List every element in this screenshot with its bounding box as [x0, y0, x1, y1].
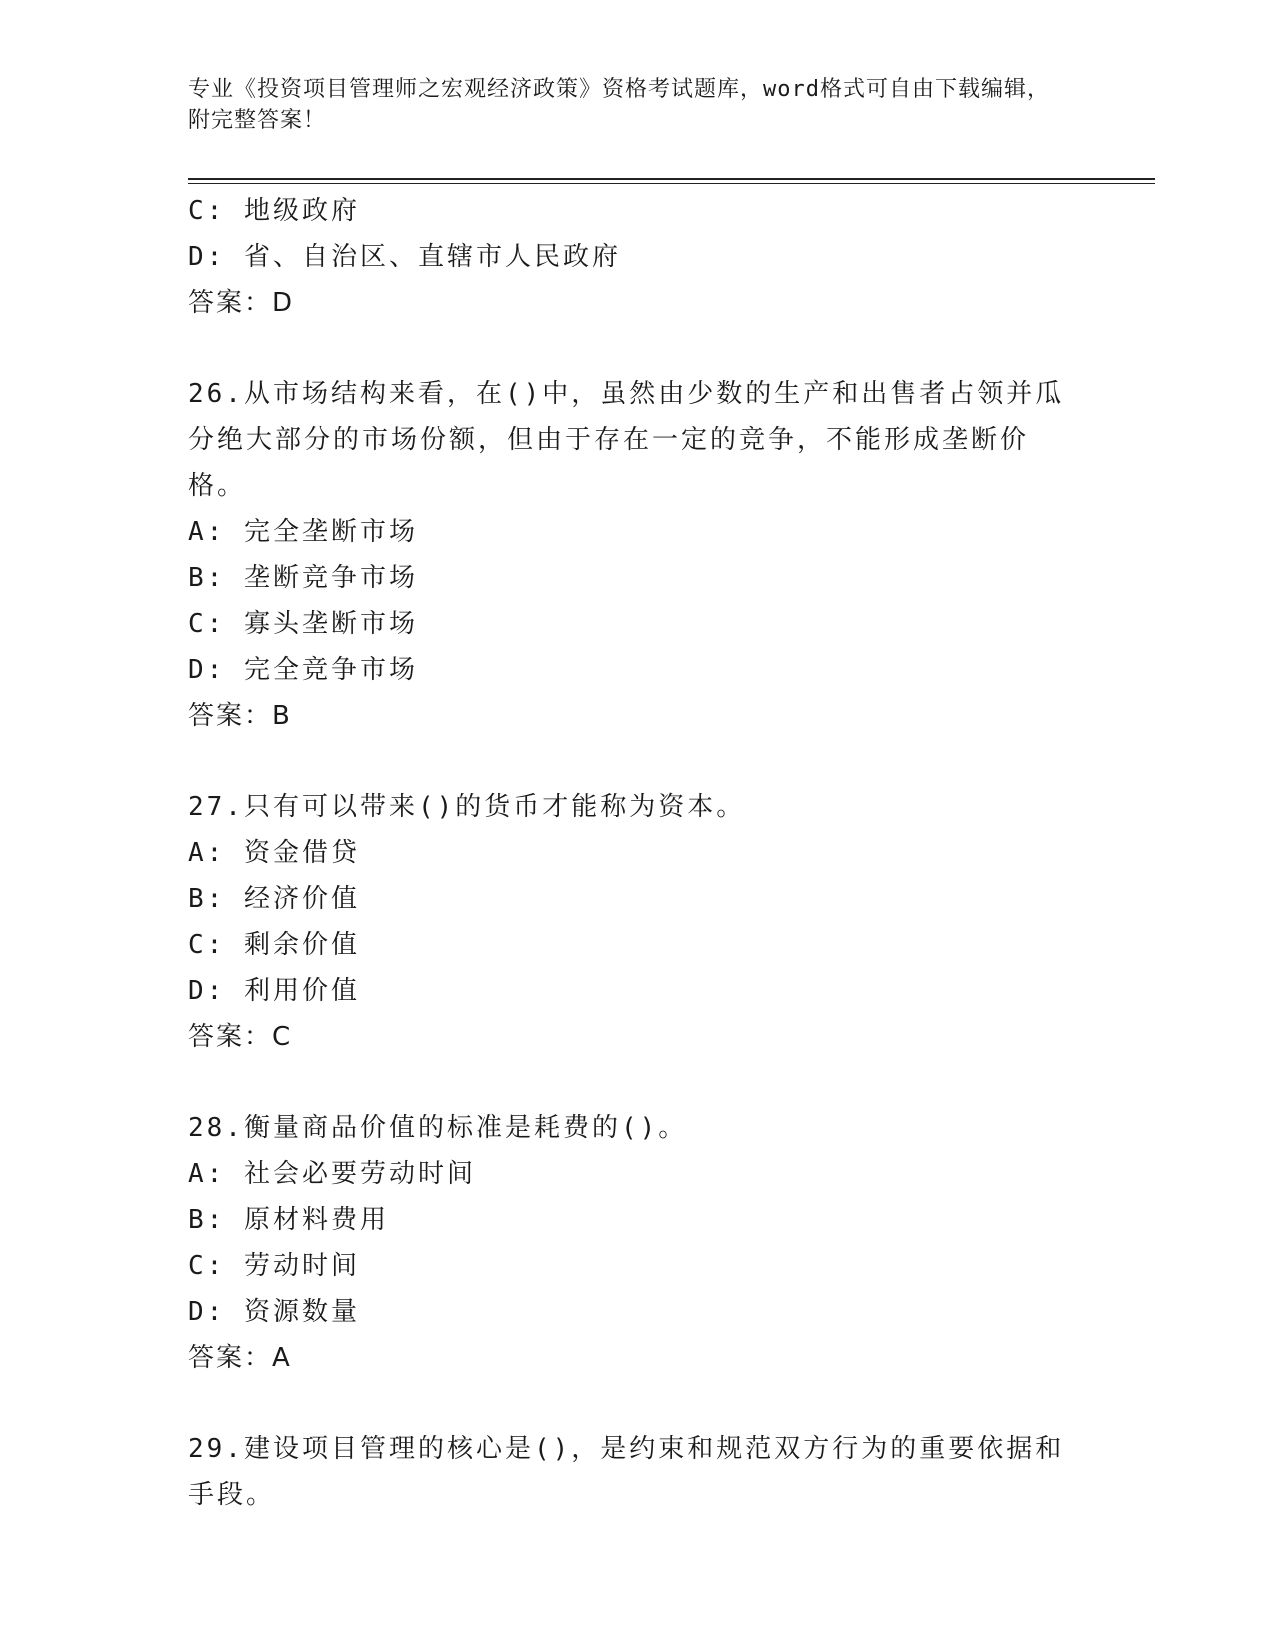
question-list	[188, 188, 1088, 1518]
option-c: C: 劳动时间	[188, 1251, 360, 1281]
option-b: B: 经济价值	[188, 884, 360, 914]
question-29	[188, 1426, 1088, 1518]
option-c: C: 剩余价值	[188, 930, 360, 960]
option-b: B: 垄断竞争市场	[188, 563, 418, 593]
answer-line: 答案：A	[188, 1343, 292, 1373]
question-stem: 29.建设项目管理的核心是()，是约束和规范双方行为的重要依据和手段。	[188, 1434, 1065, 1510]
option-a: A: 资金借贷	[188, 838, 360, 868]
question-28	[188, 1105, 1088, 1381]
answer-line: 答案：B	[188, 701, 292, 731]
question-stem: 28.衡量商品价值的标准是耗费的()。	[188, 1113, 688, 1143]
option-d: D: 完全竞争市场	[188, 655, 418, 685]
header-divider-thick	[188, 178, 1155, 180]
option-d: D: 利用价值	[188, 976, 360, 1006]
option-b: B: 原材料费用	[188, 1205, 389, 1235]
option-c: C: 寡头垄断市场	[188, 609, 418, 639]
question-26	[188, 371, 1088, 739]
answer-line: 答案：D	[188, 288, 295, 318]
option-a: A: 完全垄断市场	[188, 517, 418, 547]
option-d: D: 资源数量	[188, 1297, 360, 1327]
header-divider-thin	[188, 183, 1155, 184]
question-27	[188, 784, 1088, 1060]
option-a: A: 社会必要劳动时间	[188, 1159, 476, 1189]
option-c: C: 地级政府	[188, 196, 360, 226]
question-25-tail	[188, 188, 1088, 326]
option-d: D: 省、自治区、直辖市人民政府	[188, 242, 621, 272]
document-header: 专业《投资项目管理师之宏观经济政策》资格考试题库，word格式可自由下载编辑，附完整答案！	[188, 77, 1050, 133]
question-stem: 27.只有可以带来()的货币才能称为资本。	[188, 792, 746, 822]
question-stem: 26.从市场结构来看，在()中，虽然由少数的生产和出售者占领并瓜分绝大部分的市场份额，但由于存在一定的竞争，不能形成垄断价格。	[188, 379, 1065, 501]
answer-line: 答案：C	[188, 1022, 293, 1052]
